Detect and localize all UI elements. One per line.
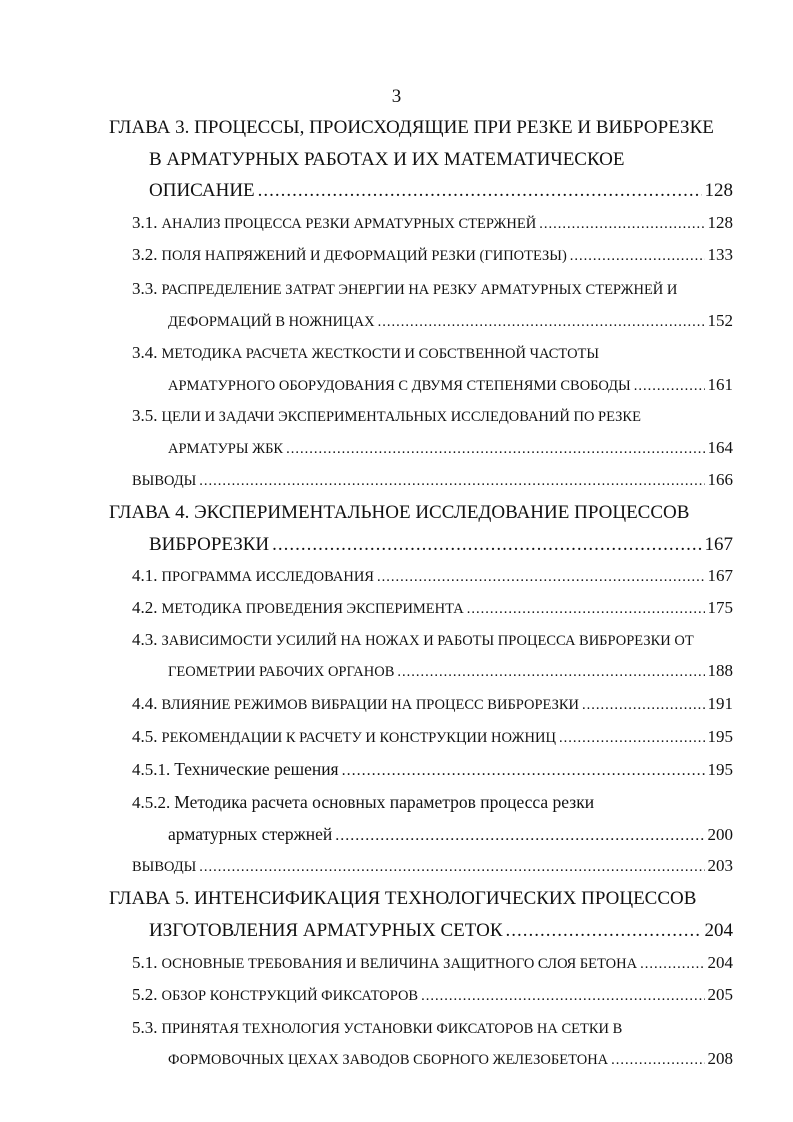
toc-chapter-heading	[109, 888, 696, 910]
toc-entry-page: 133	[707, 245, 733, 264]
toc-entry-cont	[168, 1049, 733, 1069]
toc-entry-page: 161	[707, 375, 733, 394]
page-number: 3	[391, 86, 402, 107]
toc-entry	[132, 759, 733, 780]
toc-entry-cont	[168, 438, 733, 458]
toc-entry-title: ГЕОМЕТРИИ РАБОЧИХ ОРГАНОВ	[168, 664, 395, 680]
toc-entry-title: ПОЛЯ НАПРЯЖЕНИЙ И ДЕФОРМАЦИЙ РЕЗКИ (ГИПОТЕЗЫ)	[161, 248, 567, 264]
toc-entry	[132, 985, 733, 1005]
toc-entry-number: 3.4.	[132, 343, 158, 362]
toc-entry-title: АРМАТУРЫ ЖБК	[168, 441, 284, 457]
toc-entry-number: 3.3.	[132, 279, 158, 298]
toc-entry-page: 195	[707, 760, 733, 779]
toc-entry-number: 3.2.	[132, 245, 158, 264]
toc-entry-title: АРМАТУРНОГО ОБОРУДОВАНИЯ С ДВУМЯ СТЕПЕНЯМИ СВОБОДЫ	[168, 378, 631, 394]
toc-entry-title: ДЕФОРМАЦИЙ В НОЖНИЦАХ	[168, 314, 375, 330]
toc-entry-number: 4.5.	[132, 727, 158, 746]
toc-leader-dots	[582, 697, 705, 714]
toc-entry-page: 204	[704, 920, 733, 941]
toc-entry	[132, 213, 733, 233]
toc-entry-number: 4.5.1.	[132, 760, 171, 779]
toc-leader-dots	[199, 859, 704, 876]
toc-entry-title: ВЫВОДЫ	[132, 859, 197, 875]
toc-entry-title: ВЛИЯНИЕ РЕЖИМОВ ВИБРАЦИИ НА ПРОЦЕСС ВИБРОРЕЗКИ	[161, 697, 579, 713]
toc-entry	[132, 694, 733, 714]
toc-entry-number: 3.5.	[132, 406, 158, 425]
toc-entry-page: 166	[707, 470, 733, 489]
toc-entry-title: Технические решения	[174, 759, 339, 779]
toc-entry-number: 4.5.2.	[132, 793, 171, 812]
toc-entry-title: ОСНОВНЫЕ ТРЕБОВАНИЯ И ВЕЛИЧИНА ЗАЩИТНОГО СЛОЯ БЕТОНА	[161, 956, 638, 972]
toc-entry-page: 128	[707, 213, 733, 232]
toc-entry-page: 167	[707, 566, 733, 585]
toc-entry	[149, 534, 733, 556]
toc-entry	[132, 406, 641, 426]
toc-entry-page: 200	[707, 825, 733, 844]
toc-entry-title: ПРИНЯТАЯ ТЕХНОЛОГИЯ УСТАНОВКИ ФИКСАТОРОВ НА СЕТКИ В	[161, 1021, 623, 1037]
toc-leader-dots	[286, 441, 704, 458]
toc-leader-dots	[377, 569, 705, 586]
toc-leader-dots	[342, 762, 705, 780]
toc-entry	[132, 727, 733, 747]
toc-entry-number: 4.3.	[132, 630, 158, 649]
toc-entry-title: МЕТОДИКА ПРОВЕДЕНИЯ ЭКСПЕРИМЕНТА	[161, 601, 464, 617]
toc-entry	[149, 180, 733, 202]
toc-chapter-heading-cont	[149, 149, 625, 171]
toc-leader-dots	[467, 601, 705, 618]
toc-entry	[132, 953, 733, 973]
toc-leader-dots	[272, 534, 701, 556]
toc-entry-page: 167	[704, 534, 733, 555]
toc-entry-title: ПРОГРАММА ИССЛЕДОВАНИЯ	[161, 569, 374, 585]
toc-entry-cont	[168, 375, 733, 395]
toc-entry-number: 4.4.	[132, 694, 158, 713]
toc-entry-page: 175	[707, 598, 733, 617]
toc-entry-page: 191	[707, 694, 733, 713]
toc-leader-dots	[335, 827, 704, 845]
toc-entry-cont	[168, 311, 733, 331]
toc-entry-cont	[168, 661, 733, 681]
toc-entry-cont	[168, 824, 733, 845]
toc-entry-title: РАСПРЕДЕЛЕНИЕ ЗАТРАТ ЭНЕРГИИ НА РЕЗКУ АРМАТУРНЫХ СТЕРЖНЕЙ И	[161, 282, 678, 298]
toc-entry-number: 3.1.	[132, 213, 158, 232]
toc-entry-title: Методика расчета основных параметров процесса резки	[174, 792, 595, 812]
toc-entry-number: 5.2.	[132, 985, 158, 1004]
toc-entry-page: 164	[707, 438, 733, 457]
toc-leader-dots	[258, 180, 702, 202]
toc-entry	[132, 343, 599, 363]
toc-entry-title: ИЗГОТОВЛЕНИЯ АРМАТУРНЫХ СЕТОК	[149, 920, 503, 941]
toc-entry-title: арматурных стержней	[168, 824, 333, 844]
toc-entry-title: АНАЛИЗ ПРОЦЕССА РЕЗКИ АРМАТУРНЫХ СТЕРЖНЕЙ	[161, 216, 537, 232]
toc-entry-page: 195	[707, 727, 733, 746]
toc-entry	[132, 856, 733, 876]
toc-leader-dots	[199, 473, 704, 490]
toc-entry	[132, 566, 733, 586]
toc-entry	[132, 279, 677, 299]
toc-entry-title: ОБЗОР КОНСТРУКЦИЙ ФИКСАТОРОВ	[161, 988, 419, 1004]
toc-entry-page: 208	[707, 1049, 733, 1068]
toc-leader-dots	[421, 988, 704, 1005]
toc-entry-number: 4.1.	[132, 566, 158, 585]
toc-entry-number: 5.3.	[132, 1018, 158, 1037]
toc-entry-title: РЕКОМЕНДАЦИИ К РАСЧЕТУ И КОНСТРУКЦИИ НОЖНИЦ	[161, 730, 556, 746]
toc-entry-page: 203	[707, 856, 733, 875]
toc-entry-title: ЗАВИСИМОСТИ УСИЛИЙ НА НОЖАХ И РАБОТЫ ПРОЦЕССА ВИБРОРЕЗКИ ОТ	[161, 633, 694, 649]
toc-leader-dots	[611, 1052, 704, 1069]
toc-entry	[132, 245, 733, 265]
toc-leader-dots	[506, 920, 702, 942]
toc-entry-title: ГЛАВА 4. ЭКСПЕРИМЕНТАЛЬНОЕ ИССЛЕДОВАНИЕ ПРОЦЕССОВ	[109, 502, 690, 523]
toc-entry-title: ЦЕЛИ И ЗАДАЧИ ЭКСПЕРИМЕНТАЛЬНЫХ ИССЛЕДОВАНИЙ ПО РЕЗКЕ	[161, 409, 641, 425]
toc-entry	[132, 470, 733, 490]
toc-entry-title: ГЛАВА 3. ПРОЦЕССЫ, ПРОИСХОДЯЩИЕ ПРИ РЕЗКЕ И ВИБРОРЕЗКЕ	[109, 117, 714, 138]
toc-chapter-heading	[109, 502, 689, 524]
toc-entry-page: 188	[707, 661, 733, 680]
toc-leader-dots	[570, 248, 705, 265]
toc-entry-title: ВИБРОРЕЗКИ	[149, 534, 270, 555]
toc-leader-dots	[559, 730, 705, 747]
toc-chapter-heading	[109, 117, 714, 139]
toc-entry-page: 152	[707, 311, 733, 330]
toc-entry	[132, 1018, 622, 1038]
toc-leader-dots	[634, 378, 705, 395]
toc-entry-title: В АРМАТУРНЫХ РАБОТАХ И ИХ МАТЕМАТИЧЕСКОЕ	[149, 149, 625, 170]
toc-entry	[149, 920, 733, 942]
toc-entry	[132, 630, 694, 650]
toc-entry-title: ВЫВОДЫ	[132, 473, 197, 489]
toc-leader-dots	[397, 664, 704, 681]
toc-entry	[132, 598, 733, 618]
toc-entry	[132, 792, 594, 813]
toc-entry-title: ОПИСАНИЕ	[149, 180, 255, 201]
toc-entry-title: ФОРМОВОЧНЫХ ЦЕХАХ ЗАВОДОВ СБОРНОГО ЖЕЛЕЗОБЕТОНА	[168, 1052, 609, 1068]
toc-entry-title: ГЛАВА 5. ИНТЕНСИФИКАЦИЯ ТЕХНОЛОГИЧЕСКИХ ПРОЦЕССОВ	[109, 888, 697, 909]
toc-entry-title: МЕТОДИКА РАСЧЕТА ЖЕСТКОСТИ И СОБСТВЕННОЙ ЧАСТОТЫ	[161, 346, 600, 362]
toc-leader-dots	[539, 216, 704, 233]
toc-leader-dots	[640, 956, 704, 973]
toc-entry-number: 4.2.	[132, 598, 158, 617]
toc-entry-number: 5.1.	[132, 953, 158, 972]
toc-entry-page: 128	[704, 180, 733, 201]
toc-entry-page: 204	[707, 953, 733, 972]
toc-leader-dots	[378, 314, 705, 331]
toc-entry-page: 205	[707, 985, 733, 1004]
